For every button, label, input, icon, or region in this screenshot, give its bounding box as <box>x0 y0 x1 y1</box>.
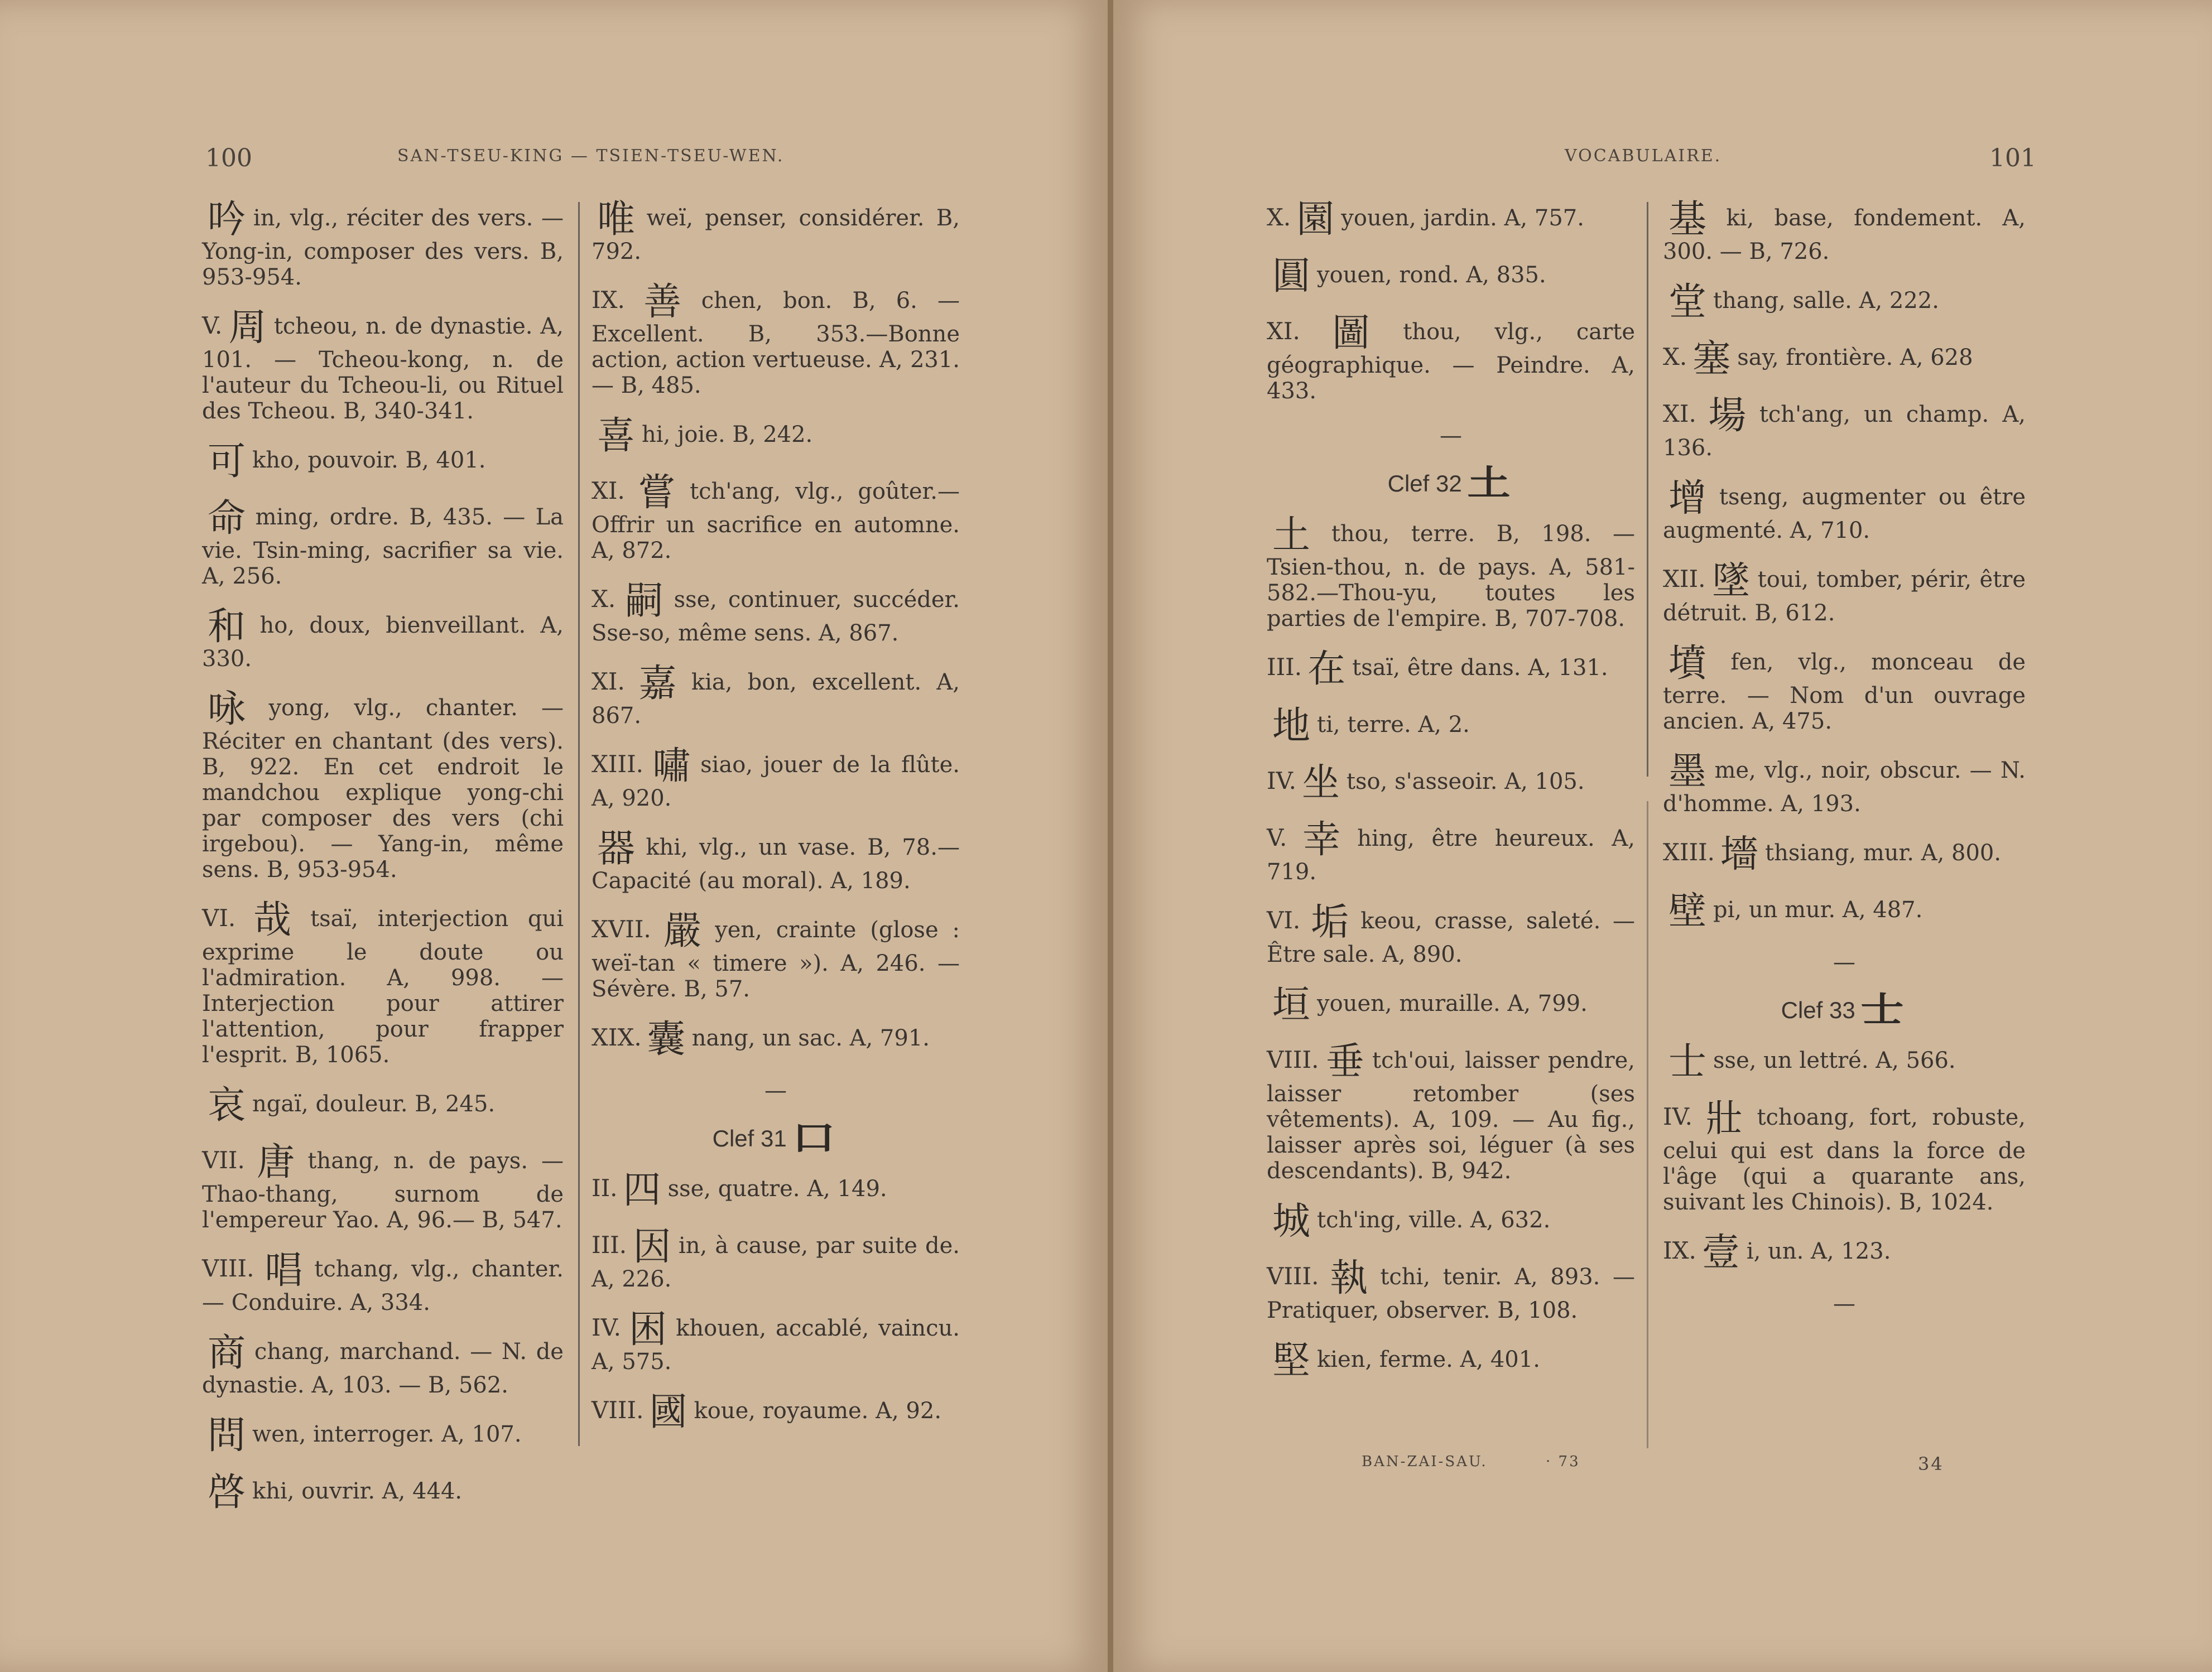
headword-character: 唯 <box>597 197 640 242</box>
dictionary-entry <box>1267 197 1635 242</box>
headword-character: 吟 <box>208 197 247 242</box>
entry-definition: tchang, vlg., chanter. — Conduire. A, 334. <box>202 1256 564 1316</box>
radical-glyph: 士 <box>1860 991 1905 1029</box>
headword-character: 嘗 <box>630 471 684 515</box>
column-rule <box>1647 801 1648 1448</box>
headword-character: 喜 <box>597 414 636 458</box>
dictionary-entry <box>1663 1231 2026 1275</box>
clef-33-heading <box>1663 991 2026 1029</box>
dictionary-entry <box>1267 513 1635 632</box>
stroke-count: XII. <box>1663 565 1706 592</box>
headword-character: 垂 <box>1324 1040 1366 1084</box>
dictionary-entry <box>202 1414 564 1458</box>
headword-character: 圖 <box>1305 311 1397 355</box>
dictionary-entry <box>592 1168 960 1212</box>
entry-definition: chang, marchand. — N. de dynastie. A, 103. — B, 562. <box>202 1339 564 1398</box>
entry-definition: sse, quatre. A, 149. <box>667 1176 887 1202</box>
headword-character: 圓 <box>1272 254 1311 298</box>
headword-character: 堅 <box>1272 1339 1311 1383</box>
headword-character: 園 <box>1296 197 1335 242</box>
headword-character: 嚴 <box>656 909 709 953</box>
entry-definition: tseng, augmenter ou être augmenté. A, 710. <box>1663 484 2026 543</box>
headword-character: 墻 <box>1720 832 1759 876</box>
entry-definition: thsiang, mur. A, 800. <box>1765 840 2002 866</box>
dictionary-entry <box>1663 1040 2026 1084</box>
entry-definition: kien, ferme. A, 401. <box>1317 1347 1540 1372</box>
dictionary-entry <box>1663 1097 2026 1215</box>
headword-character: 墨 <box>1668 750 1708 794</box>
stroke-count: XIII. <box>1663 839 1715 866</box>
headword-character: 唐 <box>250 1140 301 1184</box>
entry-definition: fen, vlg., monceau de terre. — Nom d'un ouvrage ancien. A, 475. <box>1663 649 2026 734</box>
headword-character: 執 <box>1324 1256 1374 1300</box>
dictionary-entry <box>1267 254 1635 298</box>
entry-definition: tsaï, interjection qui exprime le doute ou l'admiration. A, 998. — Interjection pour attirer l'attention, pour frapper l'esprit. B, 1065. <box>202 906 564 1068</box>
headword-character: 啓 <box>208 1471 246 1515</box>
headword-character: 嗣 <box>621 579 667 623</box>
entry-definition: i, un. A, 123. <box>1746 1239 1891 1264</box>
dictionary-entry <box>1267 311 1635 404</box>
column-2 <box>592 197 960 1451</box>
entry-definition: keou, crasse, saleté. — Être sale. A, 890. <box>1267 908 1635 967</box>
stroke-count: III. <box>1267 653 1302 681</box>
entry-definition: thang, n. de pays. — Thao-thang, surnom de l'empereur Yao. A, 96.— B, 547. <box>202 1148 564 1233</box>
dictionary-entry <box>202 1331 564 1398</box>
dictionary-entry <box>202 1249 564 1316</box>
headword-character: 壹 <box>1701 1231 1740 1275</box>
headword-character: 商 <box>208 1331 248 1375</box>
dictionary-entry <box>1267 647 1635 691</box>
radical-glyph: 土 <box>1467 464 1511 503</box>
entry-definition: khouen, accablé, vaincu. A, 575. <box>592 1316 960 1375</box>
headword-character: 哀 <box>208 1083 246 1127</box>
headword-character: 垢 <box>1306 900 1354 945</box>
clef-32-heading <box>1267 464 1635 503</box>
entry-definition: tch'ang, vlg., goûter.— Offrir un sacrifice en automne. A, 872. <box>592 479 960 563</box>
entry-definition: thou, vlg., carte géographique. — Peindre. A, 433. <box>1267 319 1635 404</box>
headword-character: 咏 <box>208 687 262 731</box>
headword-character: 在 <box>1307 647 1346 691</box>
entry-definition: tchi, tenir. A, 893. — Pratiquer, observer. B, 108. <box>1267 1264 1635 1323</box>
headword-character: 國 <box>649 1390 687 1434</box>
dictionary-entry <box>202 497 564 589</box>
dictionary-entry <box>1267 704 1635 748</box>
dictionary-entry <box>1267 818 1635 885</box>
stroke-count: IV. <box>1663 1103 1692 1130</box>
stroke-count: XI. <box>1267 317 1300 345</box>
dictionary-entry <box>202 687 564 883</box>
entry-definition: youen, muraille. A, 799. <box>1317 991 1588 1016</box>
section-divider: — <box>1833 950 1855 975</box>
headword-character: 嘯 <box>649 744 694 788</box>
entry-definition: tch'oui, laisser pendre, laisser retomber (ses vêtements). A, 109. — Au fig., laisser après soi, léguer (à ses descendants). B, 942. <box>1267 1048 1635 1184</box>
entry-list <box>1663 197 2026 933</box>
headword-character: 地 <box>1272 704 1311 748</box>
dictionary-entry <box>1663 476 2026 543</box>
dictionary-entry <box>592 1225 960 1292</box>
stroke-count: II. <box>592 1174 618 1202</box>
headword-character: 堂 <box>1668 280 1707 324</box>
dictionary-entry <box>202 1471 564 1515</box>
clef-label: Clef 31 <box>712 1125 787 1151</box>
headword-character: 土 <box>1272 513 1325 557</box>
entry-definition: chen, bon. B, 6. — Excellent. B, 353.—Bonne action, action vertueuse. A, 231. — B, 485. <box>592 288 960 398</box>
footer-number: 34 <box>1918 1453 1944 1475</box>
headword-character: 增 <box>1668 476 1713 521</box>
entry-definition: hi, joie. B, 242. <box>642 422 813 447</box>
dictionary-entry <box>592 1018 960 1062</box>
entry-definition: khi, ouvrir. A, 444. <box>252 1478 463 1504</box>
dictionary-entry <box>202 440 564 484</box>
entry-definition: me, vlg., noir, obscur. — N. d'homme. A, 193. <box>1663 758 2026 817</box>
dictionary-entry <box>1663 750 2026 817</box>
stroke-count: V. <box>202 312 223 339</box>
entry-definition: sse, un lettré. A, 566. <box>1713 1048 1956 1073</box>
entry-definition: yen, crainte (glose : weï-tan « timere »). A, 246. — Sévère. B, 57. <box>592 917 960 1002</box>
headword-character: 四 <box>623 1168 661 1212</box>
entry-definition: ming, ordre. B, 435. — La vie. Tsin-ming, sacrifier sa vie. A, 256. <box>202 504 564 589</box>
entry-definition: thou, terre. B, 198. — Tsien-thou, n. de pays. A, 581-582.—Thou-yu, toutes les parties de l'empire. B, 707-708. <box>1267 521 1635 632</box>
stroke-count: XI. <box>592 477 625 504</box>
entry-definition: yong, vlg., chanter. — Réciter en chantant (des vers). B, 922. En cet endroit le mandchou explique yong-chi par composer des vers (chi irgebou). — Yang-in, même sens. B, 953-954. <box>202 695 564 883</box>
dictionary-entry <box>1663 394 2026 461</box>
entry-definition: tcheou, n. de dynastie. A, 101. — Tcheou-kong, n. de l'auteur du Tcheou-li, ou Rituel des Tcheou. B, 340-341. <box>202 314 564 424</box>
footer-mark: · 73 <box>1546 1453 1580 1470</box>
stroke-count: VIII. <box>592 1396 644 1424</box>
dictionary-entry <box>592 197 960 264</box>
headword-character: 幸 <box>1292 818 1351 862</box>
entry-list <box>592 197 960 1062</box>
stroke-count: IX. <box>592 286 625 314</box>
headword-character: 壁 <box>1668 889 1707 933</box>
right-page <box>1113 0 2212 1672</box>
entry-definition: tchoang, fort, robuste, celui qui est dans la force de l'âge (qui a quarante ans, suivant les Chinois). B, 1024. <box>1663 1105 2026 1215</box>
entry-definition: nang, un sac. A, 791. <box>691 1025 930 1051</box>
dictionary-entry <box>202 898 564 1068</box>
column-rule <box>1647 202 1648 777</box>
stroke-count: IV. <box>592 1314 621 1341</box>
entry-definition: youen, rond. A, 835. <box>1317 262 1546 288</box>
headword-character: 墜 <box>1711 559 1751 603</box>
section-divider: — <box>1833 1291 1855 1317</box>
headword-character: 垣 <box>1272 983 1311 1027</box>
headword-character: 和 <box>208 605 253 649</box>
headword-character: 哉 <box>241 898 304 942</box>
book-gutter <box>1108 0 1113 1672</box>
dictionary-entry <box>202 1083 564 1127</box>
entry-definition: weï, penser, considérer. B, 792. <box>592 205 960 264</box>
entry-definition: ngaï, douleur. B, 245. <box>252 1091 496 1117</box>
entry-definition: kho, pouvoir. B, 401. <box>252 447 486 473</box>
dictionary-entry <box>1267 1256 1635 1323</box>
stroke-count: VII. <box>202 1146 245 1174</box>
stroke-count: VIII. <box>1267 1046 1319 1073</box>
dictionary-entry <box>1267 1339 1635 1383</box>
entry-definition: tch'ing, ville. A, 632. <box>1317 1207 1551 1233</box>
headword-character: 囊 <box>647 1018 685 1062</box>
dictionary-entry <box>202 605 564 672</box>
stroke-count: IX. <box>1663 1237 1696 1264</box>
headword-character: 因 <box>632 1225 672 1269</box>
entry-definition: say, frontière. A, 628 <box>1737 345 1973 370</box>
section-divider: — <box>764 1078 787 1104</box>
stroke-count: III. <box>592 1231 627 1259</box>
stroke-count: XI. <box>592 668 625 695</box>
headword-character: 問 <box>208 1414 246 1458</box>
entry-definition: koue, royaume. A, 92. <box>694 1398 942 1424</box>
footer-signature: BAN-ZAI-SAU. <box>1362 1453 1488 1470</box>
column-rule <box>578 202 580 1446</box>
dictionary-entry <box>592 744 960 811</box>
dictionary-entry <box>592 662 960 729</box>
dictionary-entry <box>202 1140 564 1233</box>
entry-definition: sse, continuer, succéder. Sse-so, même sens. A, 867. <box>592 587 960 646</box>
entry-definition: ki, base, fondement. A, 300. — B, 726. <box>1663 205 2026 264</box>
entry-definition: youen, jardin. A, 757. <box>1341 205 1584 231</box>
entry-definition: thang, salle. A, 222. <box>1713 288 1939 314</box>
headword-character: 場 <box>1701 394 1753 438</box>
headword-character: 周 <box>228 306 267 350</box>
dictionary-entry <box>1663 337 2026 381</box>
entry-definition: khi, vlg., un vase. B, 78.— Capacité (au moral). A, 189. <box>592 835 960 894</box>
entry-definition: ho, doux, bienveillant. A, 330. <box>202 613 564 672</box>
clef-label: Clef 33 <box>1781 997 1855 1023</box>
stroke-count: X. <box>1663 343 1687 370</box>
stroke-count: VI. <box>1267 907 1301 934</box>
entry-list <box>202 197 564 1515</box>
headword-character: 基 <box>1668 197 1720 242</box>
entry-definition: wen, interroger. A, 107. <box>252 1422 522 1447</box>
stroke-count: V. <box>1267 824 1287 851</box>
stroke-count: IV. <box>1267 767 1296 794</box>
headword-character: 墳 <box>1668 642 1724 686</box>
entry-definition: hing, être heureux. A, 719. <box>1267 826 1635 885</box>
entry-list <box>592 1168 960 1434</box>
entry-definition: tch'ang, un champ. A, 136. <box>1663 402 2026 461</box>
headword-character: 壯 <box>1698 1097 1751 1141</box>
dictionary-entry <box>592 1308 960 1375</box>
clef-label: Clef 32 <box>1387 470 1462 497</box>
headword-character: 塞 <box>1692 337 1731 381</box>
headword-character: 命 <box>208 497 249 541</box>
stroke-count: XIII. <box>592 750 644 778</box>
stroke-count: VIII. <box>1267 1263 1319 1290</box>
entry-definition: toui, tomber, périr, être détruit. B, 612. <box>1663 567 2026 626</box>
entry-definition: pi, un mur. A, 487. <box>1713 897 1923 923</box>
clef-31-heading <box>592 1119 960 1158</box>
section-divider: — <box>1440 423 1462 449</box>
stroke-count: XI. <box>1663 400 1696 427</box>
entry-definition: kia, bon, excellent. A, 867. <box>592 669 960 729</box>
dictionary-entry <box>1663 889 2026 933</box>
stroke-count: VI. <box>202 904 236 932</box>
dictionary-entry <box>1267 900 1635 967</box>
dictionary-entry <box>202 306 564 424</box>
headword-character: 士 <box>1668 1040 1707 1084</box>
headword-character: 唱 <box>259 1249 308 1293</box>
page-number-right: 101 <box>1989 144 2036 172</box>
headword-character: 困 <box>626 1308 670 1352</box>
running-head-right: VOCABULAIRE. <box>1565 146 1722 166</box>
entry-definition: in, vlg., réciter des vers. — Yong-in, composer des vers. B, 953-954. <box>202 205 564 290</box>
page-number-left: 100 <box>205 144 252 172</box>
entry-list <box>1267 197 1635 404</box>
entry-definition: tso, s'asseoir. A, 105. <box>1346 769 1585 794</box>
entry-definition: siao, jouer de la flûte. A, 920. <box>592 752 960 811</box>
headword-character: 可 <box>208 440 246 484</box>
dictionary-entry <box>1663 642 2026 734</box>
dictionary-entry <box>592 414 960 458</box>
stroke-count: X. <box>1267 204 1291 231</box>
dictionary-entry <box>1663 559 2026 626</box>
headword-character: 嘉 <box>630 662 685 706</box>
stroke-count: XIX. <box>592 1024 642 1051</box>
dictionary-entry <box>1663 280 2026 324</box>
headword-character: 器 <box>597 827 639 871</box>
dictionary-entry <box>592 909 960 1002</box>
entry-definition: ti, terre. A, 2. <box>1317 712 1470 738</box>
dictionary-entry <box>1267 1040 1635 1184</box>
dictionary-entry <box>1663 197 2026 264</box>
running-head-left: SAN-TSEU-KING — TSIEN-TSEU-WEN. <box>397 146 785 166</box>
radical-glyph: 口 <box>792 1119 836 1158</box>
stroke-count: X. <box>592 585 616 613</box>
headword-character: 善 <box>630 280 695 324</box>
dictionary-entry <box>202 197 564 290</box>
dictionary-entry <box>592 1390 960 1434</box>
dictionary-entry <box>592 471 960 563</box>
dictionary-entry <box>1267 761 1635 805</box>
entry-list <box>1663 1040 2026 1275</box>
column-4 <box>1663 197 2026 1339</box>
column-1 <box>202 197 564 1531</box>
dictionary-entry <box>1663 832 2026 876</box>
headword-character: 坐 <box>1301 761 1340 805</box>
entry-definition: in, à cause, par suite de. A, 226. <box>592 1233 960 1292</box>
dictionary-entry <box>1267 1199 1635 1244</box>
dictionary-entry <box>1267 983 1635 1027</box>
column-3 <box>1267 197 1635 1399</box>
headword-character: 城 <box>1272 1199 1311 1244</box>
stroke-count: VIII. <box>202 1255 254 1282</box>
dictionary-entry <box>592 827 960 894</box>
dictionary-entry <box>592 280 960 398</box>
entry-definition: tsaï, être dans. A, 131. <box>1352 655 1608 681</box>
dictionary-entry <box>592 579 960 646</box>
entry-list <box>1267 513 1635 1383</box>
stroke-count: XVII. <box>592 915 651 943</box>
